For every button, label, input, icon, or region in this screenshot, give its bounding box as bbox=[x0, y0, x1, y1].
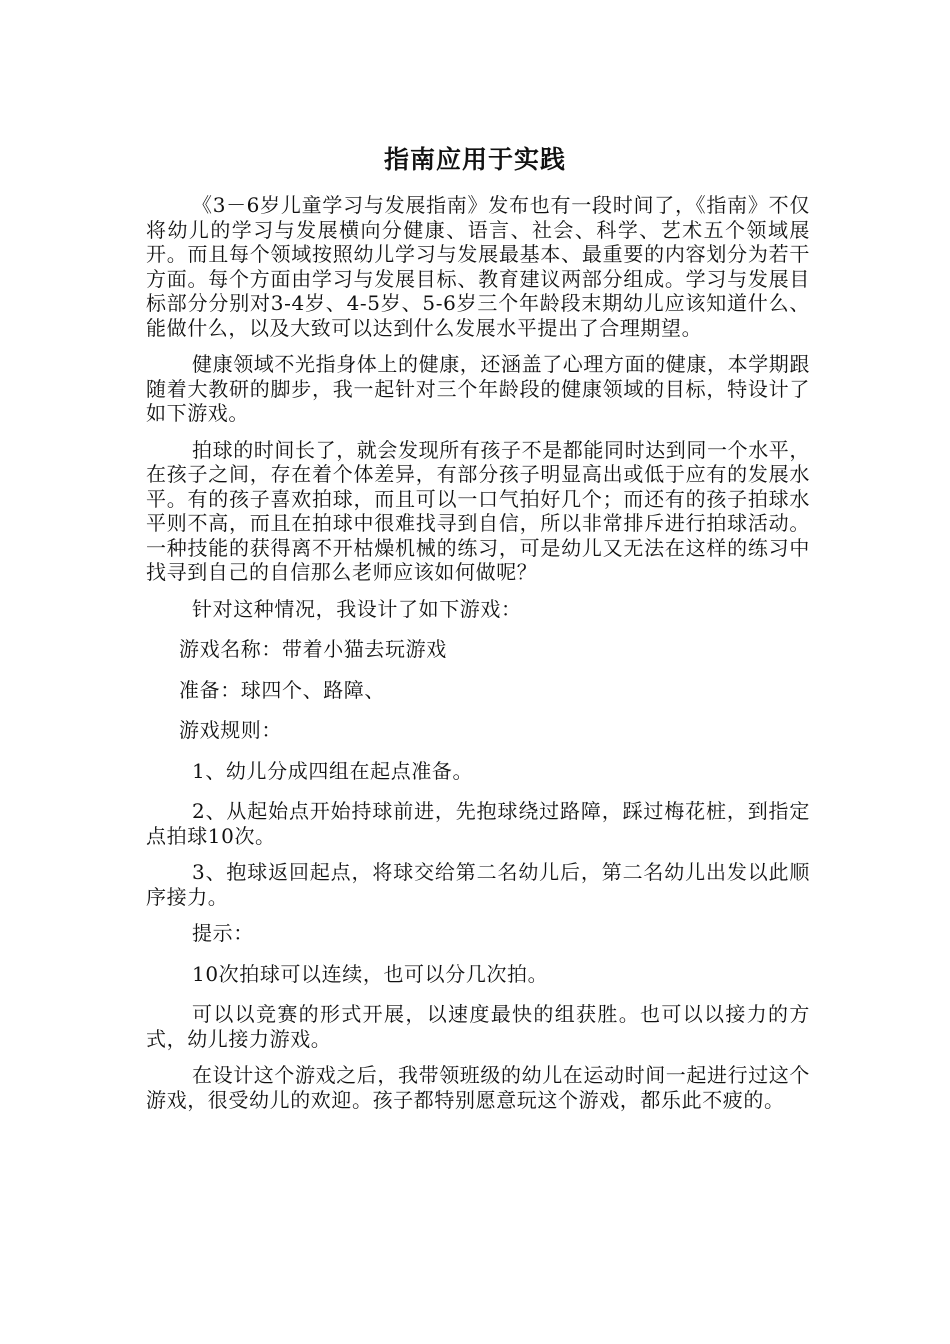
paragraph-tips-heading: 提示： bbox=[192, 921, 254, 945]
paragraph-tip-2: 可以以竞赛的形式开展，以速度最快的组获胜。也可以以接力的方式，幼儿接力游戏。 bbox=[146, 1002, 810, 1051]
paragraph-rule-3: 3、抱球返回起点，将球交给第二名幼儿后，第二名幼儿出发以此顺序接力。 bbox=[146, 860, 810, 909]
paragraph-situation: 针对这种情况，我设计了如下游戏： bbox=[192, 596, 522, 621]
paragraph-rule-2: 2、从起始点开始持球前进，先抱球绕过路障，踩过梅花桩，到指定点拍球10次。 bbox=[146, 799, 810, 848]
paragraph-ball: 拍球的时间长了，就会发现所有孩子不是都能同时达到同一个水平，在孩子之间，存在着个体差异，有部分孩子明显高出或低于应有的发展水平。有的孩子喜欢拍球，而且可以一口气拍好几个；而还有的孩子拍球水平则不高，而且在拍球中很难找寻到自信，所以非常排斥进行拍球活动。一种技能的获得离不开枯燥机械的练习，可是幼儿又无法在这样的练习中找寻到自己的自信那么老师应该如何做呢？ bbox=[146, 437, 810, 584]
document-body bbox=[146, 193, 810, 1124]
paragraph-rules-heading: 游戏规则： bbox=[179, 718, 282, 742]
paragraph-game-name: 游戏名称：带着小猫去玩游戏 bbox=[179, 637, 447, 661]
paragraph-tip-1: 10次拍球可以连续，也可以分几次拍。 bbox=[192, 961, 549, 986]
paragraph-intro: 《3－6岁儿童学习与发展指南》发布也有一段时间了，《指南》不仅将幼儿的学习与发展横向分健康、语言、社会、科学、艺术五个领域展开。而且每个领域按照幼儿学习与发展最基本、最重要的内容划分为若干方面。每个方面由学习与发展目标、教育建议两部分组成。学习与发展目标部分分别对3-4岁、4-5岁、5-6岁三个年龄段末期幼儿应该知道什么、能做什么，以及大致可以达到什么发展水平提出了合理期望。 bbox=[146, 193, 810, 340]
paragraph-conclusion: 在设计这个游戏之后，我带领班级的幼儿在运动时间一起进行过这个游戏，很受幼儿的欢迎。孩子都特别愿意玩这个游戏，都乐此不疲的。 bbox=[146, 1063, 810, 1112]
paragraph-preparation: 准备：球四个、路障、 bbox=[179, 677, 385, 702]
page-title: 指南应用于实践 bbox=[383, 145, 566, 174]
paragraph-health: 健康领域不光指身体上的健康，还涵盖了心理方面的健康，本学期跟随着大教研的脚步，我一起针对三个年龄段的健康领域的目标，特设计了如下游戏。 bbox=[146, 352, 810, 425]
paragraph-rule-1: 1、幼儿分成四组在起点准备。 bbox=[192, 758, 474, 783]
